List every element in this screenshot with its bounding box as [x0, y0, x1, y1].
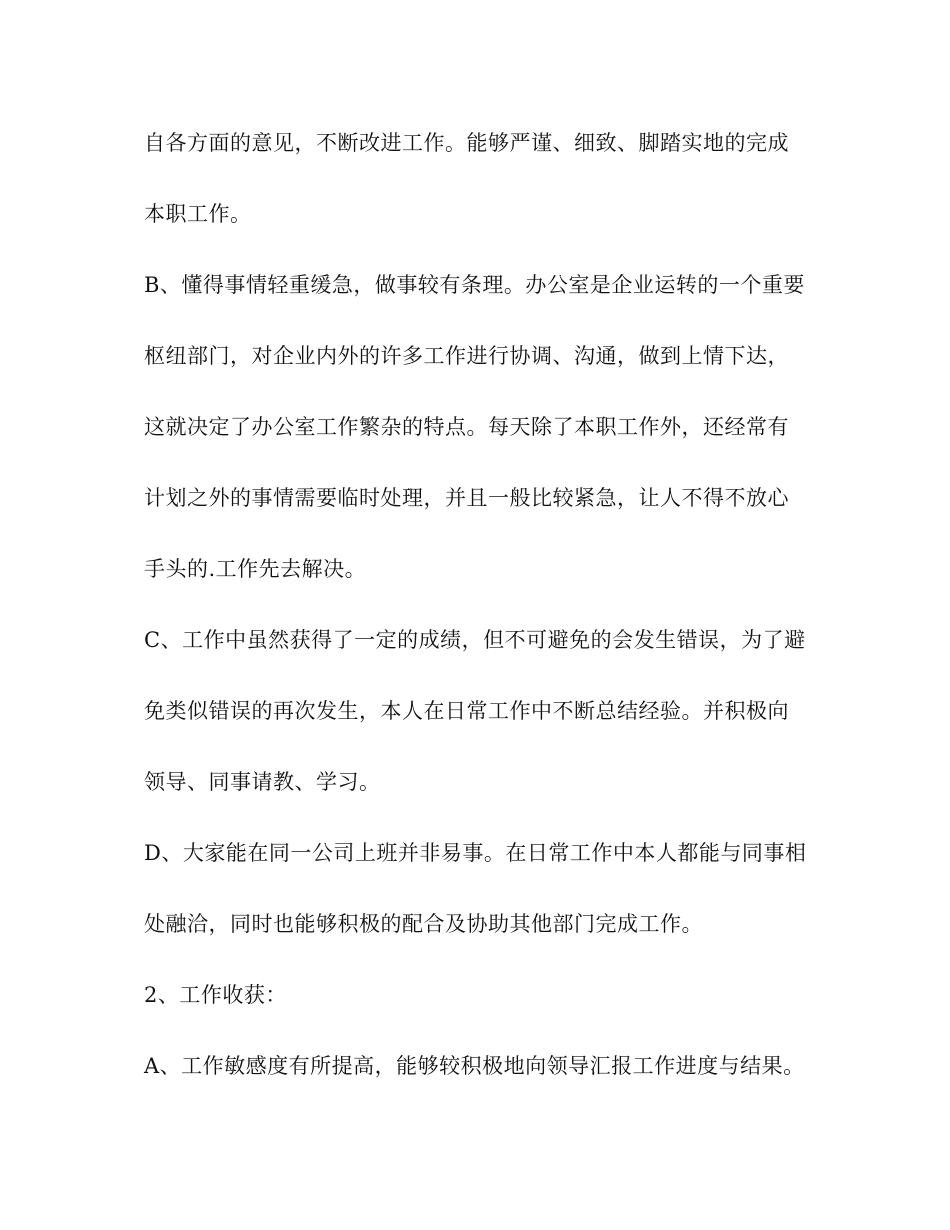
text-line: D、大家能在同一公司上班并非易事。在日常工作中本人都能与同事相 — [144, 841, 807, 865]
text-line: 计划之外的事情需要临时处理，并且一般比较紧急，让人不得不放心 — [144, 486, 789, 510]
text-line: A、工作敏感度有所提高，能够较积极地向领导汇报工作进度与结果。 — [144, 1054, 805, 1078]
text-line: 本职工作。 — [144, 202, 252, 226]
text-line: 枢纽部门，对企业内外的许多工作进行协调、沟通，做到上情下达， — [144, 344, 789, 368]
text-line: C、工作中虽然获得了一定的成绩，但不可避免的会发生错误，为了避 — [144, 628, 806, 652]
text-line: 手头的.工作先去解决。 — [144, 557, 367, 581]
text-line: 2、工作收获： — [144, 983, 287, 1007]
text-line: 处融洽，同时也能够积极的配合及协助其他部门完成工作。 — [144, 912, 703, 936]
text-line: 这就决定了办公室工作繁杂的特点。每天除了本职工作外，还经常有 — [144, 415, 789, 439]
document-body — [144, 118, 824, 1112]
text-line: B、懂得事情轻重缓急，做事较有条理。办公室是企业运转的一个重要 — [144, 273, 805, 297]
text-line: 领导、同事请教、学习。 — [144, 770, 381, 794]
text-line: 自各方面的意见，不断改进工作。能够严谨、细致、脚踏实地的完成 — [144, 131, 789, 155]
text-line: 免类似错误的再次发生，本人在日常工作中不断总结经验。并积极向 — [144, 699, 789, 723]
